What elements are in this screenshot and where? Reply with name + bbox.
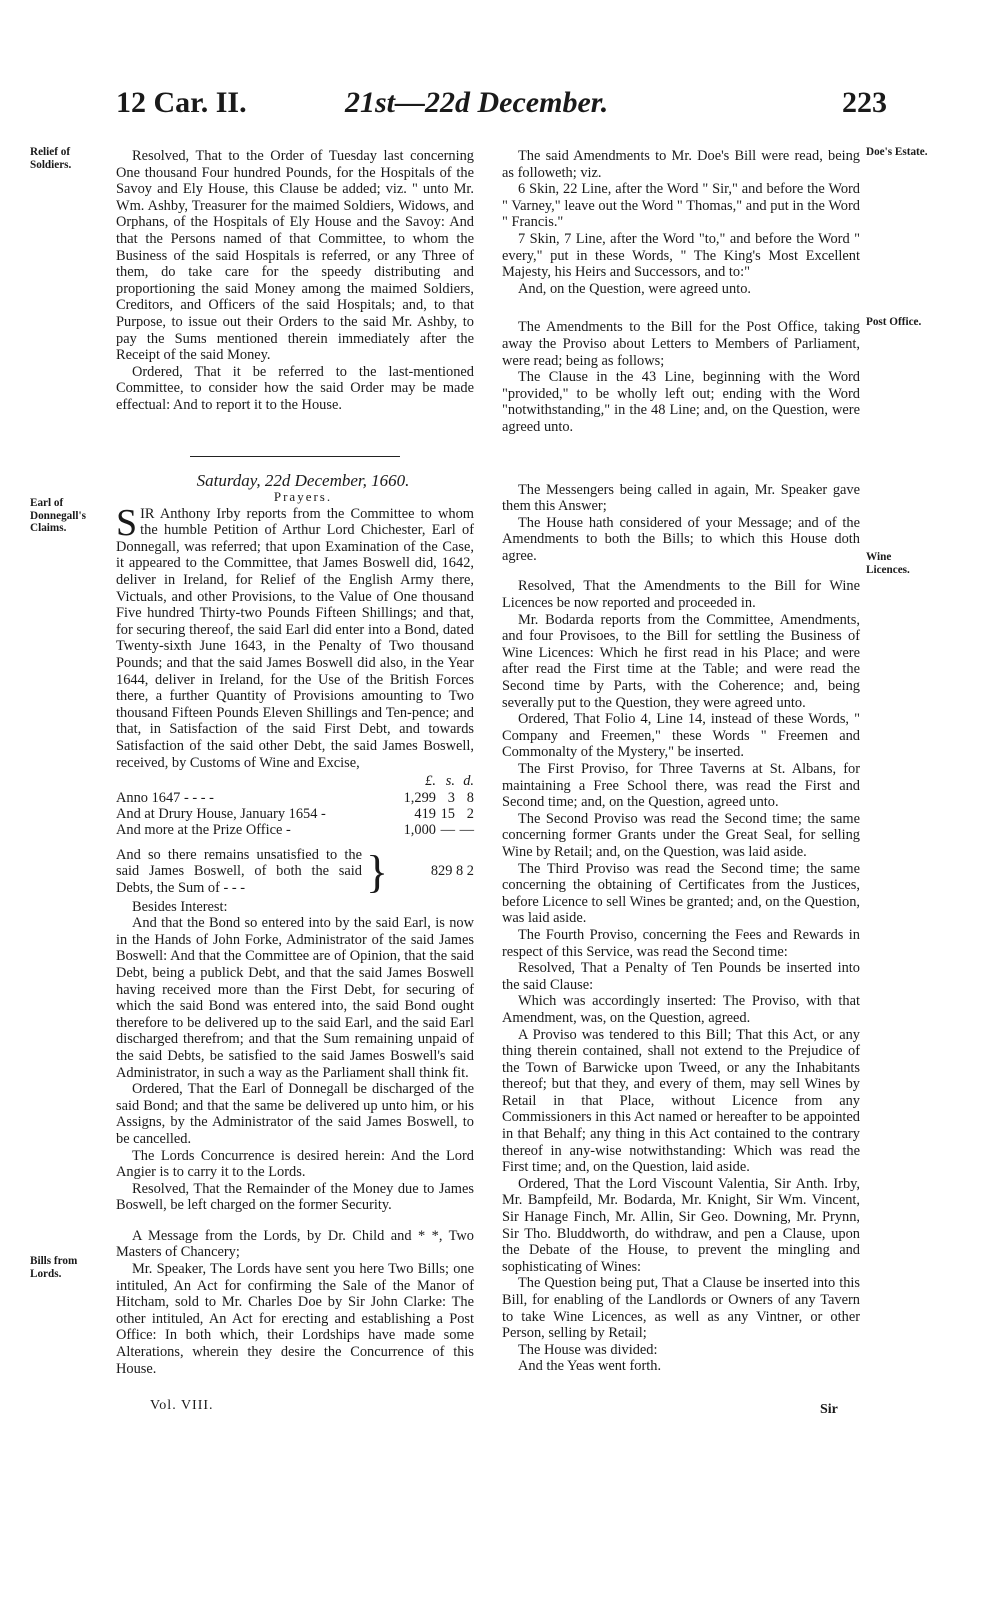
paragraph: The Amendments to the Bill for the Post Office, taking away the Proviso about Letters to Members of Parliament, were read; being as follows; [502,319,860,369]
brace-glyph: } [366,845,389,897]
paragraph: The Clause in the 43 Line, beginning with the Word "provided," to be wholly left out; ending with the Word "notwithstanding," in the 48 Line; and, on the Question, were agreed unto. [502,369,860,435]
account-pence: 8 [466,789,474,806]
account-table [116,773,474,839]
paragraph: Which was accordingly inserted: The Proviso, with that Amendment, was, on the Question, agreed. [502,993,860,1026]
margin-note-post: Post Office. [866,316,922,328]
paragraph: Resolved, That a Penalty of Ten Pounds be inserted into the said Clause: [502,960,860,993]
paragraph: Resolved, That the Amendments to the Bill for Wine Licences be now reported and proceeded in. [502,578,860,612]
prayers-heading: Prayers. [273,489,333,505]
paragraph [116,501,474,772]
margin-note-donegall: Earl of Donnegall's Claims. [30,497,86,535]
account-shillings: 15 [440,806,455,822]
currency-shillings: s. [445,773,455,790]
paragraph: Resolved, That the Remainder of the Money due to James Boswell, be left charged on the former Security. [116,1180,474,1214]
paragraph: The Messengers being called in again, Mr. Speaker gave them this Answer; [502,481,860,515]
account-label: And at Drury House, January 1654 - [116,806,326,822]
account-row [116,806,474,822]
section-rule [190,456,400,457]
paragraph: The House was divided: [518,1341,658,1358]
running-head-regnal: 12 Car. II. [116,86,247,119]
paragraph: Ordered, That the Earl of Donnegall be discharged of the said Bond; and that the same be delivered up unto him, or his Assigns, by the Administrator of the said James Boswell, to be cancelled. [116,1081,474,1147]
paragraph: Resolved, That to the Order of Tuesday last concerning One thousand Four hundred Pounds, for the Hospitals of the Savoy and Ely House, this Clause be added; viz. " unto Mr. Wm. Ashby, Treasurer for the maimed Soldiers, Widows, and Orphans, of the Hospitals of Ely House and the Savoy: And that the Persons named of that Committee, to whom the Business of the said Hospitals is referred, or any Three of them, do take care for the speedy distributing and proportioning the said Money among the maimed Soldiers, Creditors, and Officers of the said Hospitals; and, to that Purpose, to issue out their Orders to the said Mr. Ashby, to pay the Sums mentioned therein immediately after the Receipt of the said Money. [116,148,474,364]
paragraph: The Lords Concurrence is desired herein: And the Lord Angier is to carry it to the Lords. [116,1147,474,1181]
paragraph: A Proviso was tendered to this Bill; That this Act, or any thing therein contained, shall not extend to the Prejudice of the Town of Barwicke upon Tweed, or any the Inhabitants thereof; but that they, and every of them, may sell Wines by Retail in that Place, without Licence from any Commissioners in this Act named or hereafter to be appointed in that Behalf; any thing in this Act contained to the contrary thereof in any-wise notwithstanding: Which was read the First time; and, on the Question, laid aside. [502,1026,860,1176]
paragraph: Ordered, That Folio 4, Line 14, instead of these Words, " Company and Freemen," these Words " Freemen and Commonalty of the Mystery," be inserted. [502,711,860,761]
remainder-text: And so there remains unsatisfied to the said James Boswell, of both the said Debts, the Sum of - - - [116,846,362,896]
page-number: 223 [842,86,887,119]
remainder-amount: 829 8 2 [430,863,474,880]
paragraph: The Question being put, That a Clause be inserted into this Bill, for enabling of the Landlords or Owners of any Tavern to take Wine Licences, as well as any Vintner, or other Person, selling by Retail; [502,1275,860,1342]
paragraph: The Fourth Proviso, concerning the Fees and Rewards in respect of this Service, was read the Second time: [502,926,860,960]
currency-pounds: £. [425,773,436,790]
account-currency-row [116,773,474,789]
right-column [502,148,860,1375]
account-shillings: — [440,822,455,839]
account-pence: 2 [466,806,474,822]
account-pounds: 1,000 [403,822,436,839]
sitting-date: Saturday, 22d December, 1660. [196,470,410,490]
paragraph: And that the Bond so entered into by the said Earl, is now in the Hands of John Forke, Administrator of the said James Boswell: And that the Committee are of Opinion, that the said Debt, being a publick Debt, and that the said James Boswell having received more than the First Debt, for securing of which the said Bond was entered into, the said Bond ought therefore to be delivered up to the said Earl, and the said Earl discharged therefrom; and that the Sum remaining unpaid of the said Debts, be satisfied to the said James Boswell's said Administrator, in such a way as the Parliament shall think fit. [116,915,474,1081]
paragraph: The House hath considered of your Message; and of the Amendments to both the Bills; to which this House doth agree. [502,514,860,564]
catchword: Sir [820,1402,838,1417]
margin-note-wine: Wine Licences. [866,551,910,576]
account-label: Anno 1647 - - - - [116,789,214,806]
paragraph: Besides Interest: [132,898,228,915]
margin-note-relief: Relief of Soldiers. [30,146,72,171]
paragraph: The Third Proviso was read the Second time; the same concerning the obtaining of Certificates from the Justices, before Licence to sell Wines be granted; and, on the Question, was laid aside. [502,860,861,927]
paragraph: The First Proviso, for Three Taverns at St. Albans, for maintaining a Free School there, was read the First and Second time; and, on the Question, agreed unto. [502,761,860,811]
account-pence: — [459,822,474,839]
drop-cap: S [116,501,138,544]
account-row [116,790,474,806]
currency-pence: d. [463,773,474,790]
margin-note-bills: Bills from Lords. [30,1255,78,1280]
account-pounds: 1,299 [403,789,436,806]
volume-signature: Vol. VIII. [150,1398,214,1413]
account-row [116,822,474,838]
paragraph: 6 Skin, 22 Line, after the Word " Sir," and before the Word " Varney," leave out the Word " Thomas," and put in the Word " Francis." [502,181,860,231]
paragraph: Mr. Speaker, The Lords have sent you here Two Bills; one intituled, An Act for confirming the Sale of the Manor of Hitcham, sold to Mr. Charles Doe by Sir John Clarke: The other intituled, An Act for erecting and establishing a Post Office: In both which, their Lordships have made some Alterations, wherein they desire the Concurrence of this House. [116,1261,474,1377]
paragraph: And the Yeas went forth. [518,1358,662,1375]
paragraph: The Second Proviso was read the Second time; the same concerning former Grants under the Great Seal, for selling Wine by Retail; and, on the Question, was laid aside. [502,810,860,860]
account-label: And more at the Prize Office - [116,822,291,839]
left-column [116,148,474,1377]
paragraph: 7 Skin, 7 Line, after the Word "to," and before the Word " every," put in these Words, " The King's Most Excellent Majesty, his Heirs and Successors, and to:" [502,230,860,281]
paragraph: Ordered, That it be referred to the last-mentioned Committee, to consider how the said Order may be made effectual: And to report it to the House. [116,363,474,413]
paragraph: Ordered, That the Lord Viscount Valentia, Sir Anth. Irby, Mr. Bampfeild, Mr. Bodarda, Mr. Knight, Sir Wm. Vincent, Sir Hanage Finch, Mr. Allin, Sir Geo. Downing, Mr. Prynn, Sir Tho. Bluddworth, do withdraw, and pen a Clause, upon the Debate of the House, to prevent the mingling and sophisticating of Wines: [502,1175,860,1275]
running-head-date: 21st—22d December. [345,86,609,119]
paragraph: A Message from the Lords, by Dr. Child and * *, Two Masters of Chancery; [116,1227,474,1261]
paragraph: And, on the Question, were agreed unto. [518,280,751,297]
paragraph: Mr. Bodarda reports from the Committee, Amendments, and four Provisoes, to the Bill for settling the Business of Wine Licences: Which he first read in his Place; and were after read the First time at the Table; and were read the Second time by Parts, with the Coherence; and, being severally put to the Question, they were agreed unto. [502,611,860,711]
paragraph-body: IR Anthony Irby reports from the Committee to whom the humble Petition of Arthur Lord Chichester, Earl of Donnegall, was referred; that upon Examination of the Case, it appeared to the Committee, that James Boswell did, 1642, deliver in Ireland, for Relief of the English Army there, Victuals, and other Provisions, to the Value of One thousand Five hundred Thirty-two Pounds Fifteen Shillings; and that, for securing thereof, the said Earl did enter into a Bond, dated Twenty-sixth June 1643, in the Penalty of Two thousand Pounds; and that the said James Boswell did also, in the Year 1644, deliver in Ireland, for the Use of the British Forces there, a further Quantity of Provisions amounting to Two thousand Fifteen Pounds Eleven Shillings and Ten-pence; and that, in Satisfaction of the said First Debt, and towards Satisfaction of the said other Debt, the said James Boswell, received, by Customs of Wine and Excise, [116,505,474,771]
paragraph: The said Amendments to Mr. Doe's Bill were read, being as followeth; viz. [502,148,860,181]
margin-note-doe: Doe's Estate. [866,146,928,158]
account-shillings: 3 [447,789,455,806]
remainder-sum [116,847,474,897]
account-pounds: 419 [414,806,436,822]
